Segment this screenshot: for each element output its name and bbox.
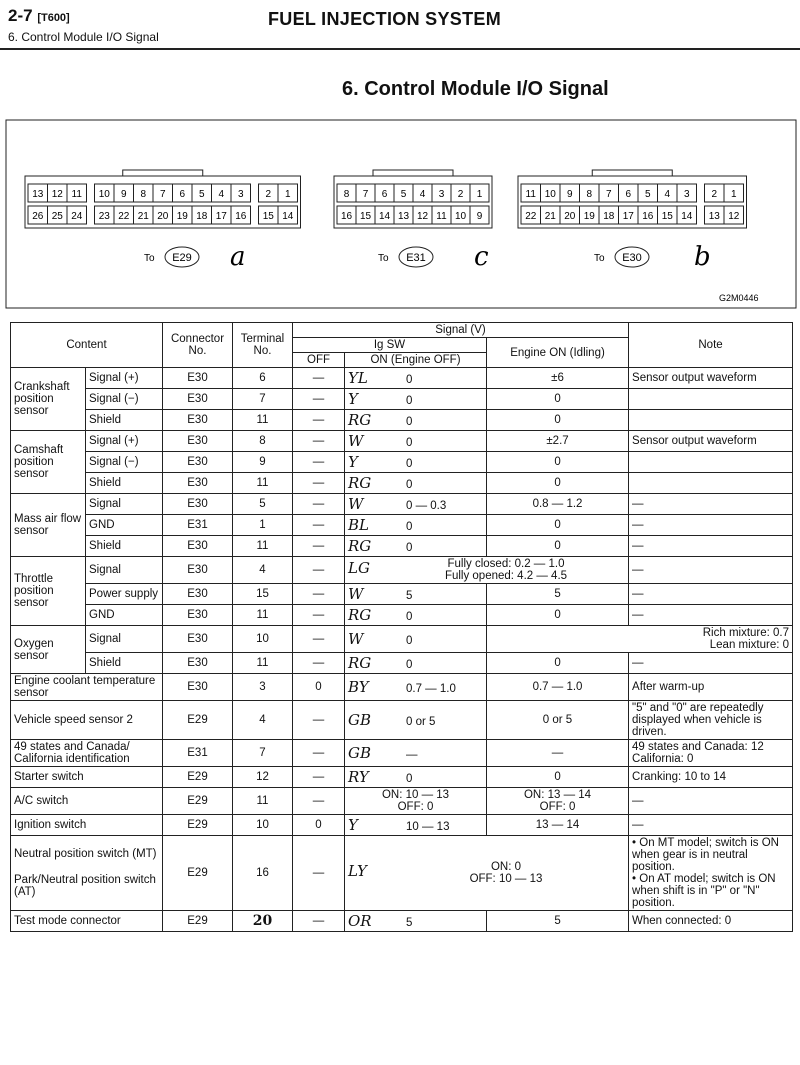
table-row (11, 626, 793, 653)
off-cell: — (293, 389, 345, 410)
pin-label: 12 (728, 211, 740, 222)
pin-label: 8 (586, 189, 593, 200)
section-title: 6. Control Module I/O Signal (342, 78, 609, 100)
note-cell (629, 389, 793, 410)
table-row (11, 584, 793, 605)
on-cell: RG 0 (345, 536, 487, 557)
item-label: Shield (86, 536, 163, 557)
pin-label: 5 (644, 189, 651, 200)
idle-cell: 0 (487, 653, 629, 674)
pin-label: 2 (265, 189, 272, 200)
off-cell: — (293, 584, 345, 605)
header-rule (0, 48, 800, 50)
group-label: Oxygen sensor (11, 626, 86, 674)
connector-cell: E30 (163, 536, 233, 557)
note-cell: — (629, 557, 793, 584)
off-cell: — (293, 536, 345, 557)
pin-label: 3 (438, 189, 445, 200)
to-label: To (378, 253, 389, 264)
pin-label: 7 (605, 189, 612, 200)
connector-id: E31 (406, 252, 426, 264)
item-label: Shield (86, 473, 163, 494)
note-cell: "5" and "0" are repeatedly displayed when vehicle is driven. (629, 701, 793, 740)
pin-label: 17 (622, 211, 634, 222)
on-cell: GB 0 or 5 (345, 701, 487, 740)
pin-label: 1 (284, 189, 291, 200)
col-note: Note (629, 323, 793, 368)
note-cell: — (629, 584, 793, 605)
pin-label: 9 (120, 189, 127, 200)
connector-cell: E29 (163, 788, 233, 815)
pin-label: 4 (419, 189, 426, 200)
on-cell: RG 0 (345, 410, 487, 431)
pin-label: 15 (661, 211, 673, 222)
terminal-cell: 4 (233, 701, 293, 740)
pin-label: 9 (476, 211, 483, 222)
item-label: GND (86, 515, 163, 536)
off-cell: — (293, 410, 345, 431)
pin-label: 15 (262, 211, 274, 222)
group-label: Mass air flow sensor (11, 494, 86, 557)
pin-label: 6 (625, 189, 632, 200)
off-cell: — (293, 431, 345, 452)
idle-cell: 0 (487, 536, 629, 557)
col-terminal: Terminal No. (233, 323, 293, 368)
pin-label: 17 (215, 211, 227, 222)
off-cell: — (293, 767, 345, 788)
col-on-engine-off: ON (Engine OFF) (345, 353, 487, 368)
terminal-cell: 11 (233, 605, 293, 626)
connector-cell: E30 (163, 557, 233, 584)
col-connector: Connector No. (163, 323, 233, 368)
table-body (11, 368, 793, 932)
connector-id: E30 (622, 252, 642, 264)
idle-cell: 0 (487, 410, 629, 431)
note-cell: 49 states and Canada: 12 California: 0 (629, 740, 793, 767)
connector-cell: E31 (163, 740, 233, 767)
terminal-cell: 4 (233, 557, 293, 584)
pin-label: 21 (137, 211, 149, 222)
idle-cell: ±6 (487, 368, 629, 389)
pin-label: 18 (603, 211, 615, 222)
off-cell: — (293, 605, 345, 626)
off-cell: — (293, 452, 345, 473)
table-row (11, 410, 793, 431)
note-cell (629, 452, 793, 473)
on-cell: BL 0 (345, 515, 487, 536)
figure-code: G2M0446 (719, 293, 759, 303)
connector-cell: E30 (163, 584, 233, 605)
col-content: Content (11, 323, 163, 368)
idle-cell: ±2.7 (487, 431, 629, 452)
terminal-cell: 7 (233, 740, 293, 767)
content-label: 49 states and Canada/ California identification (11, 740, 163, 767)
on-cell: Y 0 (345, 389, 487, 410)
handwritten-letter: c (474, 242, 489, 272)
idle-cell: 0 (487, 605, 629, 626)
content-label: Neutral position switch (MT) Park/Neutral position switch (AT) (11, 836, 163, 911)
note-cell: — (629, 494, 793, 515)
connector-cell: E30 (163, 410, 233, 431)
pin-label: 1 (476, 189, 483, 200)
item-label: Signal (86, 626, 163, 653)
pin-label: 15 (359, 211, 372, 222)
pin-label: 22 (118, 211, 130, 222)
pin-label: 6 (381, 189, 388, 200)
table-row (11, 836, 793, 911)
idle-cell: 0 (487, 389, 629, 410)
note-cell: When connected: 0 (629, 911, 793, 932)
table-row (11, 431, 793, 452)
pin-label: 6 (179, 189, 186, 200)
pin-label: 10 (544, 189, 556, 200)
signal-merged-cell: LG Fully closed: 0.2 — 1.0 Fully opened: 4.2 — 4.5 (345, 557, 629, 584)
note-cell: • On MT model; switch is ON when gear is in neutral position. • On AT model; switch is ON when shift is in "P" or "N" position. (629, 836, 793, 911)
idle-note-merged-cell: Rich mixture: 0.7 Lean mixture: 0 (487, 626, 793, 653)
off-cell: — (293, 473, 345, 494)
terminal-cell: 15 (233, 584, 293, 605)
terminal-cell: 11 (233, 788, 293, 815)
terminal-cell: 20 (233, 911, 293, 932)
table-row (11, 767, 793, 788)
connector-cell: E29 (163, 836, 233, 911)
pin-label: 11 (436, 211, 447, 222)
table-row (11, 788, 793, 815)
note-cell: — (629, 605, 793, 626)
on-cell: RY 0 (345, 767, 487, 788)
pin-label: 13 (397, 211, 410, 222)
connector-cell: E30 (163, 626, 233, 653)
note-cell (629, 473, 793, 494)
pin-label: 7 (159, 189, 166, 200)
terminal-cell: 8 (233, 431, 293, 452)
pin-label: 4 (218, 189, 225, 200)
group-label: Throttle position sensor (11, 557, 86, 626)
idle-cell: 0 or 5 (487, 701, 629, 740)
pin-label: 9 (566, 189, 573, 200)
pin-label: 14 (282, 211, 294, 222)
pin-label: 19 (176, 211, 188, 222)
connector-cell: E29 (163, 701, 233, 740)
on-cell: Y 0 (345, 452, 487, 473)
on-cell: W 0 (345, 431, 487, 452)
table-row (11, 740, 793, 767)
idle-cell: 0 (487, 515, 629, 536)
connector-cell: E31 (163, 515, 233, 536)
col-signal: Signal (V) (293, 323, 629, 338)
terminal-cell: 12 (233, 767, 293, 788)
terminal-cell: 5 (233, 494, 293, 515)
pin-label: 2 (711, 189, 718, 200)
pin-label: 8 (343, 189, 350, 200)
model-code: [T600] (37, 12, 70, 24)
note-cell (629, 410, 793, 431)
note-cell: — (629, 788, 793, 815)
pin-label: 12 (416, 211, 429, 222)
pin-label: 5 (198, 189, 205, 200)
idle-cell: 13 — 14 (487, 815, 629, 836)
terminal-cell: 3 (233, 674, 293, 701)
terminal-cell: 11 (233, 536, 293, 557)
table-row (11, 701, 793, 740)
content-label: Ignition switch (11, 815, 163, 836)
pin-label: 26 (32, 211, 44, 222)
pin-label: 14 (681, 211, 693, 222)
group-label: Camshaft position sensor (11, 431, 86, 494)
content-label: Test mode connector (11, 911, 163, 932)
connector-a (25, 170, 301, 272)
terminal-cell: 11 (233, 410, 293, 431)
to-label: To (144, 253, 155, 264)
connector-cell: E30 (163, 605, 233, 626)
pin-label: 11 (71, 189, 82, 200)
pin-label: 11 (525, 189, 536, 200)
note-cell: Sensor output waveform (629, 431, 793, 452)
terminal-cell: 7 (233, 389, 293, 410)
on-cell: BY 0.7 — 1.0 (345, 674, 487, 701)
off-cell: 0 (293, 674, 345, 701)
idle-cell: 0 (487, 452, 629, 473)
connector-cell: E30 (163, 674, 233, 701)
pin-label: 10 (454, 211, 467, 222)
on-cell: RG 0 (345, 605, 487, 626)
note-cell: — (629, 815, 793, 836)
pin-label: 3 (237, 189, 244, 200)
pin-label: 23 (98, 211, 110, 222)
item-label: Signal (+) (86, 431, 163, 452)
connector-c (334, 170, 492, 272)
idle-cell: ON: 13 — 14 OFF: 0 (487, 788, 629, 815)
col-ig-sw: Ig SW (293, 338, 487, 353)
connector-cell: E30 (163, 389, 233, 410)
table-row (11, 452, 793, 473)
table-row (11, 536, 793, 557)
on-cell: W 5 (345, 584, 487, 605)
terminal-cell: 10 (233, 815, 293, 836)
pin-label: 16 (340, 211, 353, 222)
pin-label: 22 (525, 211, 537, 222)
item-label: Shield (86, 410, 163, 431)
io-signal-table (10, 322, 793, 932)
item-label: Signal (+) (86, 368, 163, 389)
table-row (11, 605, 793, 626)
connector-b (518, 170, 747, 272)
content-label: A/C switch (11, 788, 163, 815)
page-number: 2-7 [T600] (8, 6, 70, 25)
group-label: Crankshaft position sensor (11, 368, 86, 431)
on-cell: W 0 (345, 626, 487, 653)
pin-label: 25 (51, 211, 63, 222)
pin-label: 16 (642, 211, 654, 222)
note-cell: — (629, 515, 793, 536)
note-cell: Cranking: 10 to 14 (629, 767, 793, 788)
pin-label: 10 (98, 189, 110, 200)
pin-label: 12 (51, 189, 63, 200)
idle-cell: — (487, 740, 629, 767)
off-cell: — (293, 911, 345, 932)
table-row (11, 494, 793, 515)
idle-cell: 0.7 — 1.0 (487, 674, 629, 701)
pin-label: 18 (196, 211, 208, 222)
pin-label: 21 (544, 211, 556, 222)
note-cell: — (629, 536, 793, 557)
idle-cell: 0 (487, 473, 629, 494)
pin-label: 13 (708, 211, 720, 222)
item-label: Signal (−) (86, 389, 163, 410)
table-row (11, 653, 793, 674)
off-cell: — (293, 653, 345, 674)
note-cell: After warm-up (629, 674, 793, 701)
connector-cell: E30 (163, 473, 233, 494)
item-label: Shield (86, 653, 163, 674)
on-cell: W 0 — 0.3 (345, 494, 487, 515)
connector-cell: E29 (163, 911, 233, 932)
connector-cell: E30 (163, 431, 233, 452)
pin-label: 14 (378, 211, 391, 222)
connector-cell: E29 (163, 767, 233, 788)
on-cell: GB — (345, 740, 487, 767)
item-label: Signal (86, 557, 163, 584)
pin-label: 19 (583, 211, 595, 222)
pin-label: 1 (730, 189, 737, 200)
connector-cell: E30 (163, 452, 233, 473)
idle-cell: 0.8 — 1.2 (487, 494, 629, 515)
off-cell: — (293, 626, 345, 653)
note-cell: — (629, 653, 793, 674)
on-cell: ON: 10 — 13 OFF: 0 (345, 788, 487, 815)
terminal-cell: 10 (233, 626, 293, 653)
on-cell: YL 0 (345, 368, 487, 389)
signal-merged-cell: LY ON: 0 OFF: 10 — 13 (345, 836, 629, 911)
idle-cell: 5 (487, 584, 629, 605)
content-label: Vehicle speed sensor 2 (11, 701, 163, 740)
off-cell: — (293, 557, 345, 584)
to-label: To (594, 253, 605, 264)
pin-label: 8 (140, 189, 147, 200)
pin-label: 16 (235, 211, 247, 222)
col-off: OFF (293, 353, 345, 368)
terminal-cell: 16 (233, 836, 293, 911)
connector-id: E29 (172, 252, 192, 264)
off-cell: — (293, 494, 345, 515)
table-row (11, 815, 793, 836)
table-row (11, 368, 793, 389)
off-cell: — (293, 836, 345, 911)
item-label: Signal (−) (86, 452, 163, 473)
content-label: Starter switch (11, 767, 163, 788)
pin-label: 4 (664, 189, 671, 200)
item-label: Signal (86, 494, 163, 515)
pin-label: 24 (71, 211, 83, 222)
off-cell: — (293, 515, 345, 536)
pin-label: 7 (362, 189, 369, 200)
terminal-cell: 11 (233, 653, 293, 674)
terminal-cell: 11 (233, 473, 293, 494)
off-cell: — (293, 740, 345, 767)
on-cell: RG 0 (345, 653, 487, 674)
terminal-cell: 9 (233, 452, 293, 473)
table-row (11, 557, 793, 584)
table-row (11, 515, 793, 536)
content-label: Engine coolant temperature sensor (11, 674, 163, 701)
table-row (11, 473, 793, 494)
pin-label: 20 (157, 211, 169, 222)
connector-cell: E30 (163, 494, 233, 515)
off-cell: — (293, 788, 345, 815)
idle-cell: 0 (487, 767, 629, 788)
handwritten-letter: a (230, 242, 246, 272)
pin-label: 13 (32, 189, 44, 200)
section-reference: 6. Control Module I/O Signal (8, 30, 159, 44)
pin-label: 3 (683, 189, 690, 200)
on-cell: RG 0 (345, 473, 487, 494)
connector-cell: E30 (163, 368, 233, 389)
handwritten-letter: b (694, 242, 711, 272)
item-label: GND (86, 605, 163, 626)
terminal-cell: 6 (233, 368, 293, 389)
off-cell: — (293, 701, 345, 740)
table-row (11, 674, 793, 701)
item-label: Power supply (86, 584, 163, 605)
terminal-cell: 1 (233, 515, 293, 536)
pin-label: 20 (564, 211, 576, 222)
table-row (11, 389, 793, 410)
on-cell: OR 5 (345, 911, 487, 932)
pin-label: 2 (457, 189, 464, 200)
connector-cell: E29 (163, 815, 233, 836)
table-row (11, 911, 793, 932)
on-cell: Y 10 — 13 (345, 815, 487, 836)
note-cell: Sensor output waveform (629, 368, 793, 389)
connector-cell: E30 (163, 653, 233, 674)
connector-diagram (4, 118, 798, 310)
pin-label: 5 (400, 189, 407, 200)
off-cell: — (293, 368, 345, 389)
idle-cell: 5 (487, 911, 629, 932)
col-engine-on: Engine ON (Idling) (487, 338, 629, 368)
off-cell: 0 (293, 815, 345, 836)
manual-title: FUEL INJECTION SYSTEM (268, 9, 501, 29)
